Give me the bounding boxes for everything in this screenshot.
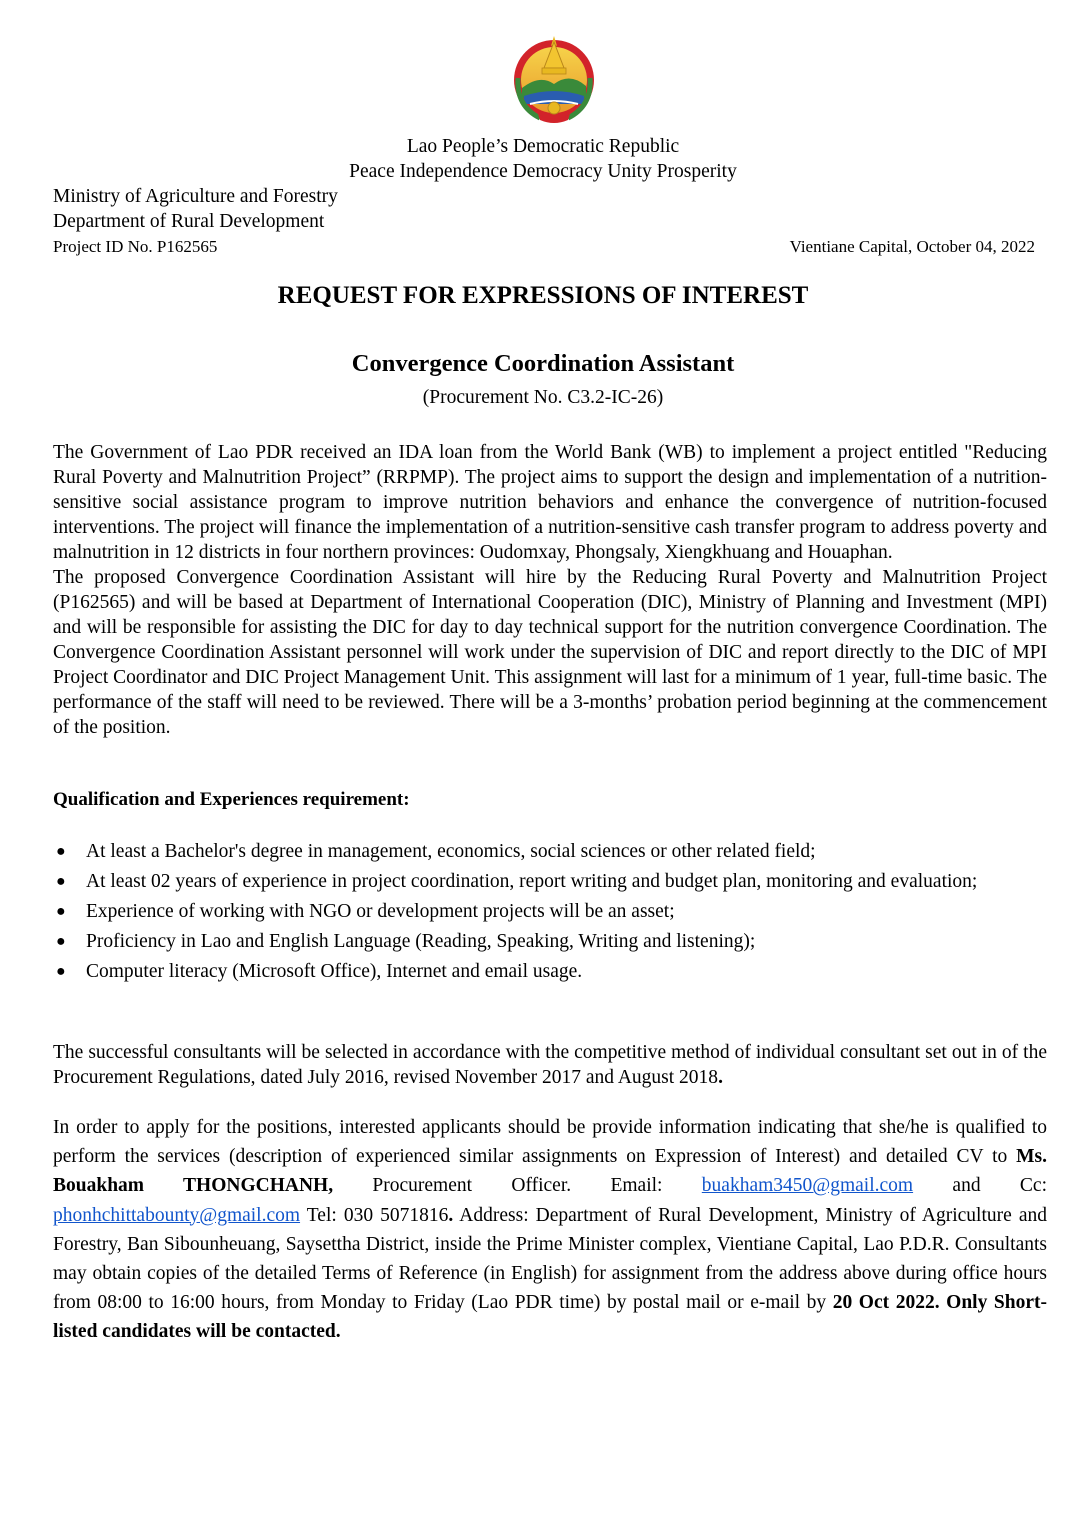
intro-paragraph-1: The Government of Lao PDR received an IDA loan from the World Bank (WB) to implement a project entitled "Reducing Rural Poverty and Malnutrition Project” (RRPMP). The project aims to support the design and implementation of a nutrition-sensitive social assistance program to improve nutrition behaviors and enhance the convergence of nutrition-focused interventions. The project will finance the implementation of a nutrition-sensitive cash transfer program to address poverty and malnutrition in 12 districts in four northern provinces: Oudomxay, Phongsaly, Xiengkhuang and Houaphan.	[53, 442, 1047, 563]
list-item: ● Computer literacy (Microsoft Office), Internet and email usage.	[53, 958, 1047, 986]
department-name: Department of Rural Development	[53, 211, 325, 232]
phone-number: Tel: 030 5071816	[300, 1204, 449, 1226]
ministry-name: Ministry of Agriculture and Forestry	[53, 186, 338, 207]
qualifications-list	[53, 838, 1047, 988]
position-title: Convergence Coordination Assistant	[351, 350, 735, 377]
list-item: ● At least a Bachelor's degree in management, economics, social sciences or other related field;	[53, 838, 1047, 866]
list-item: ● Experience of working with NGO or development projects will be an asset;	[53, 898, 1047, 926]
country-name: Lao People’s Democratic Republic	[406, 136, 680, 157]
closing-note: Only Short-listed candidates will be contacted.	[53, 1292, 1048, 1343]
project-id: Project ID No. P162565	[53, 237, 218, 256]
qualifications-heading: Qualification and Experiences requirement:	[53, 789, 410, 810]
procurement-number: (Procurement No. C3.2-IC-26)	[422, 387, 664, 408]
intro-paragraph-2: The proposed Convergence Coordination Assistant will hire by the Reducing Rural Poverty and Malnutrition Project (P162565) and will be based at Department of International Cooperation (DIC), Ministry of Planning and Investment (MPI) and will be responsible for assisting the DIC for day to day technical support for the nutrition convergence Coordination. The Convergence Coordination Assistant personnel will work under the supervision of DIC and report directly to the DIC of MPI Project Coordinator and DIC Project Management Unit. This assignment will last for a minimum of 1 year, full-time basic. The performance of the staff will need to be reviewed. There will be a 3-months’ probation period beginning at the commencement of the position.	[53, 567, 1047, 738]
contact-name: Ms. Bouakham THONGCHANH,	[53, 1146, 1047, 1197]
email-link-cc[interactable]: phonhchittabounty@gmail.com	[53, 1204, 301, 1226]
bullet-icon: ●	[56, 903, 66, 920]
intro-section	[53, 440, 1047, 740]
lao-national-emblem-icon	[510, 28, 598, 126]
email-link-primary[interactable]: buakham3450@gmail.com	[701, 1175, 914, 1197]
document-title: REQUEST FOR EXPRESSIONS OF INTEREST	[277, 282, 809, 309]
bullet-icon: ●	[56, 963, 66, 980]
bullet-icon: ●	[56, 933, 66, 950]
bullet-icon: ●	[56, 843, 66, 860]
list-item: ● Proficiency in Lao and English Language (Reading, Speaking, Writing and listening);	[53, 928, 1047, 956]
selection-paragraph: The successful consultants will be selected in accordance with the competitive method of individual consultant set out in of the Procurement Regulations, dated July 2016, revised November 2017 and August 2018.	[53, 1042, 1047, 1088]
place-date: Vientiane Capital, October 04, 2022	[789, 237, 1035, 256]
list-item: ● At least 02 years of experience in project coordination, report writing and budget plan, monitoring and evaluation;	[53, 868, 1047, 896]
application-paragraph: In order to apply for the positions, interested applicants should be provide information indicating that she/he is qualified to perform the services (description of experienced similar assignments on Expression of Interest) and detailed CV to Ms. Bouakham THONGCHANH, Procurement Officer. Email: buakham3450@gmail.com and Cc: phonhchittabounty@gmail.com Tel: 030 5071816. Address: Department of Rural Development, Ministry of Agriculture and Forestry, Ban Sibounheuang, Saysettha District, inside the Prime Minister complex, Vientiane Capital, Lao P.D.R. Consultants may obtain copies of the detailed Terms of Reference (in English) for assignment from the address above during office hours from 08:00 to 16:00 hours, from Monday to Friday (Lao PDR time) by postal mail or e-mail by 20 Oct 2022. Only Short-listed candidates will be contacted.	[53, 1117, 1048, 1343]
national-motto: Peace Independence Democracy Unity Prosperity	[349, 161, 737, 182]
bullet-icon: ●	[56, 873, 66, 890]
deadline-date: 20 Oct 2022.	[832, 1292, 940, 1314]
